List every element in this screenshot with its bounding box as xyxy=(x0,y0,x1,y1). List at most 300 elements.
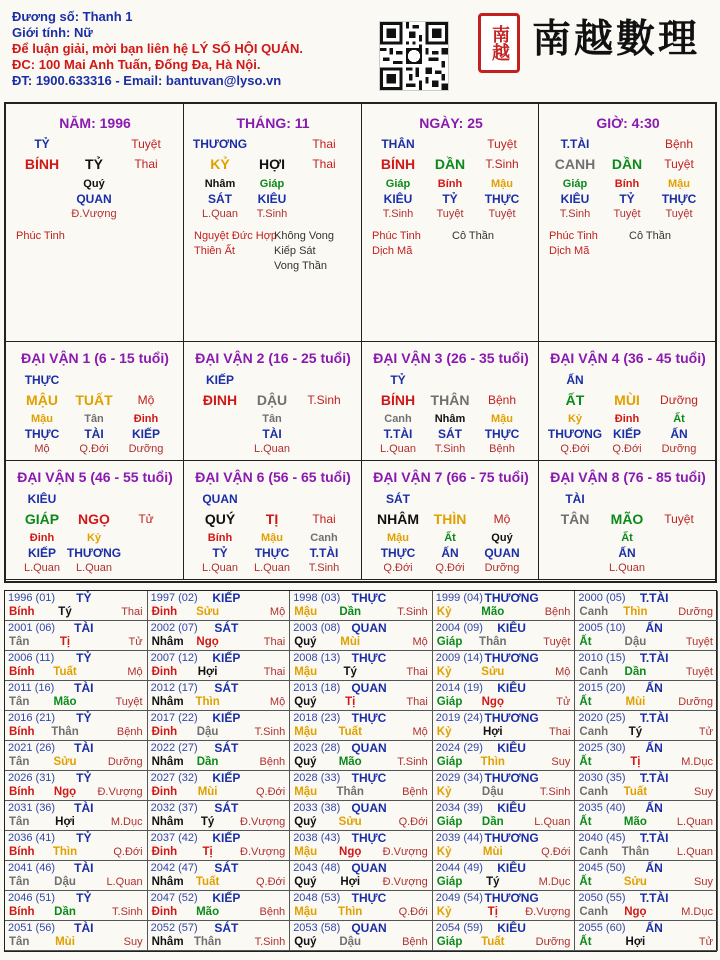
year-god: ẤN xyxy=(645,861,663,875)
dai-van-branch: THÌN xyxy=(433,511,467,527)
hidden-stem: Canh xyxy=(310,532,338,544)
hidden-stem: Quý xyxy=(491,532,513,544)
dai-van-cell[interactable] xyxy=(184,461,362,580)
year-god: QUAN xyxy=(351,741,387,755)
year-cell[interactable] xyxy=(433,801,576,831)
year-label: 1999 (04) xyxy=(435,592,483,604)
hidden-state: T.Sinh xyxy=(256,208,288,220)
owner-header xyxy=(12,9,303,89)
year-branch: Thân xyxy=(621,846,650,858)
year-branch: Sửu xyxy=(196,606,220,618)
dai-van-title: ĐẠI VẬN 4 (36 - 45 tuổi) xyxy=(550,350,706,366)
dai-van-cell[interactable] xyxy=(362,342,539,461)
year-branch: Tị xyxy=(59,636,71,648)
year-label: 2025 (30) xyxy=(578,742,626,754)
hidden-stem: Mậu xyxy=(668,178,690,190)
year-stem: Đinh xyxy=(151,786,178,798)
hidden-god: THỰC xyxy=(380,546,416,560)
year-label: 2053 (58) xyxy=(293,922,341,934)
hidden-god: THỰC xyxy=(484,427,520,441)
year-stem: Ất xyxy=(579,636,592,648)
year-label: 2026 (31) xyxy=(8,772,56,784)
year-branch: Mão xyxy=(338,756,362,768)
year-label: 2010 (15) xyxy=(578,652,626,664)
star-left: Phúc Tinh xyxy=(16,230,65,242)
year-state: Q.Đới xyxy=(255,876,286,888)
year-label: 2004 (09) xyxy=(435,622,483,634)
year-cell[interactable] xyxy=(148,621,291,651)
year-stem: Canh xyxy=(579,786,609,798)
pillar-top-god: THÂN xyxy=(381,137,415,151)
dai-van-cell[interactable] xyxy=(539,342,717,461)
year-cell[interactable] xyxy=(148,771,291,801)
year-cell[interactable] xyxy=(5,771,148,801)
hidden-god: SÁT xyxy=(208,192,232,206)
dai-van-title: ĐẠI VẬN 6 (56 - 65 tuổi) xyxy=(195,469,351,485)
year-cell[interactable] xyxy=(5,921,148,951)
dai-van-stem: QUÝ xyxy=(204,511,236,527)
year-god: ẤN xyxy=(645,681,663,695)
pillar-branch: TỶ xyxy=(85,156,103,172)
year-branch: Tý xyxy=(58,606,72,618)
year-cell[interactable] xyxy=(148,921,291,951)
year-cell[interactable] xyxy=(433,711,576,741)
pillar-stem: BÍNH xyxy=(380,156,416,172)
hidden-god: KIẾP xyxy=(612,427,642,441)
year-god: THỰC xyxy=(351,711,387,725)
year-cell[interactable] xyxy=(433,681,576,711)
year-stem: Nhâm xyxy=(151,936,184,948)
hidden-stem: Đinh xyxy=(133,413,159,425)
hidden-state: T.Sinh xyxy=(434,443,466,455)
year-state: Tử xyxy=(556,696,571,708)
year-stem: Ất xyxy=(579,876,592,888)
year-cell[interactable] xyxy=(575,711,718,741)
year-god: TỶ xyxy=(76,771,92,785)
year-cell[interactable] xyxy=(148,891,291,921)
hidden-god: KIÊU xyxy=(383,192,413,206)
dai-van-state: Thai xyxy=(312,512,336,526)
hidden-stem: Tân xyxy=(262,413,282,425)
year-cell[interactable] xyxy=(5,621,148,651)
year-cell[interactable] xyxy=(290,891,433,921)
year-god: ẤN xyxy=(645,741,663,755)
year-cell[interactable] xyxy=(148,591,291,621)
year-cell[interactable] xyxy=(290,621,433,651)
year-label: 2020 (25) xyxy=(578,712,626,724)
dai-van-god: QUAN xyxy=(202,492,238,506)
year-cell[interactable] xyxy=(148,741,291,771)
year-cell[interactable] xyxy=(5,681,148,711)
year-cell[interactable] xyxy=(5,801,148,831)
year-state: Dưỡng xyxy=(535,936,571,948)
hidden-god: THỰC xyxy=(254,546,290,560)
chart-grid xyxy=(4,102,717,583)
hidden-state: Đ.Vượng xyxy=(71,208,117,220)
year-god: KIÊU xyxy=(497,621,526,635)
year-god: SÁT xyxy=(214,741,239,755)
year-branch: Thân xyxy=(479,636,507,648)
hidden-god: ẤN xyxy=(618,546,636,560)
year-state: Bệnh xyxy=(544,606,571,618)
year-god: TÀI xyxy=(74,801,94,815)
year-god: THỰC xyxy=(351,831,387,845)
year-state: T.Sinh xyxy=(112,906,143,918)
year-stem: Kỷ xyxy=(436,846,452,858)
pillar-title: NĂM: 1996 xyxy=(59,115,131,131)
year-label: 2055 (60) xyxy=(578,922,626,934)
year-branch: Mùi xyxy=(55,936,75,948)
year-god: T.TÀI xyxy=(639,771,669,785)
year-cell[interactable] xyxy=(5,651,148,681)
dai-van-cell[interactable] xyxy=(6,461,184,580)
year-cell[interactable] xyxy=(290,711,433,741)
pillar-cell[interactable] xyxy=(184,104,362,342)
year-god: THƯƠNG xyxy=(484,831,539,845)
year-cell[interactable] xyxy=(290,861,433,891)
year-stem: Canh xyxy=(579,666,609,678)
year-cell[interactable] xyxy=(433,591,576,621)
year-state: Mộ xyxy=(269,606,286,618)
year-branch: Sửu xyxy=(338,816,362,828)
year-stem: Kỷ xyxy=(436,906,452,918)
hidden-god: TÀI xyxy=(84,427,104,441)
year-god: T.TÀI xyxy=(639,591,669,605)
year-branch: Sửu xyxy=(481,666,505,678)
year-stem: Bính xyxy=(9,786,35,798)
dai-van-branch: MÙI xyxy=(614,392,640,408)
year-cell[interactable] xyxy=(148,831,291,861)
year-branch: Ngọ xyxy=(624,906,647,918)
year-god: SÁT xyxy=(214,681,239,695)
year-god: T.TÀI xyxy=(639,831,669,845)
hidden-stem: Canh xyxy=(384,413,412,425)
year-god: KIẾP xyxy=(212,771,241,785)
hidden-god: ẤN xyxy=(670,427,688,441)
year-label: 2030 (35) xyxy=(578,772,626,784)
year-state: T.Sinh xyxy=(397,756,428,768)
year-label: 2009 (14) xyxy=(435,652,483,664)
year-cell[interactable] xyxy=(575,921,718,951)
year-cell[interactable] xyxy=(5,741,148,771)
year-cell[interactable] xyxy=(575,681,718,711)
year-label: 2040 (45) xyxy=(578,832,626,844)
qr-code-icon[interactable] xyxy=(379,21,449,91)
year-label: 2023 (28) xyxy=(293,742,341,754)
year-god: KIẾP xyxy=(212,651,241,665)
year-cell[interactable] xyxy=(433,621,576,651)
year-stem: Kỷ xyxy=(436,786,452,798)
year-stem: Quý xyxy=(294,756,317,768)
pillar-cell[interactable] xyxy=(6,104,184,342)
year-label: 2036 (41) xyxy=(8,832,56,844)
star-mid: Cô Thần xyxy=(629,230,671,242)
hidden-stem: Tân xyxy=(84,413,104,425)
dai-van-title: ĐẠI VẬN 5 (46 - 55 tuổi) xyxy=(17,469,173,485)
year-stem: Nhâm xyxy=(151,696,184,708)
year-label: 2048 (53) xyxy=(293,892,341,904)
hidden-god: SÁT xyxy=(438,427,462,441)
year-god: ẤN xyxy=(645,621,663,635)
year-branch: Dậu xyxy=(54,876,76,888)
year-cell[interactable] xyxy=(433,831,576,861)
year-god: THƯƠNG xyxy=(484,651,539,665)
year-cell[interactable] xyxy=(290,681,433,711)
year-cell[interactable] xyxy=(433,741,576,771)
year-cell[interactable] xyxy=(575,741,718,771)
dai-van-cell[interactable] xyxy=(539,461,717,580)
pillar-title: GIỜ: 4:30 xyxy=(596,115,660,131)
hidden-stem: Nhâm xyxy=(204,178,236,190)
dai-van-god: TÀI xyxy=(565,492,585,506)
hidden-state: Tuyệt xyxy=(613,208,641,220)
year-cell[interactable] xyxy=(5,891,148,921)
star-left: Thiên Ất xyxy=(194,245,235,257)
dai-van-branch: TỊ xyxy=(265,511,279,527)
year-stem: Mậu xyxy=(294,726,318,738)
year-god: T.TÀI xyxy=(639,651,669,665)
year-cell[interactable] xyxy=(575,621,718,651)
year-cell[interactable] xyxy=(575,891,718,921)
dai-van-branch: NGỌ xyxy=(78,511,110,527)
year-branch: Dần xyxy=(624,666,647,678)
year-god: THỰC xyxy=(351,591,387,605)
hidden-stem: Bính xyxy=(207,532,233,544)
year-cell[interactable] xyxy=(290,591,433,621)
year-branch: Tị xyxy=(487,906,498,918)
year-state: Dưỡng xyxy=(678,696,713,708)
hidden-god: THƯƠNG xyxy=(66,546,122,560)
year-state: Q.Đới xyxy=(398,906,428,918)
year-stem: Đinh xyxy=(151,846,178,858)
year-cell[interactable] xyxy=(575,651,718,681)
dai-van-state: Tuyệt xyxy=(664,512,694,526)
seal-text: 南越 xyxy=(489,25,510,61)
year-stem: Tân xyxy=(9,696,30,708)
year-state: Đ.Vượng xyxy=(382,846,428,858)
year-god: KIẾP xyxy=(212,711,241,725)
dai-van-stem: GIÁP xyxy=(24,511,60,527)
year-cell[interactable] xyxy=(575,801,718,831)
hidden-state: L.Quan xyxy=(201,208,239,220)
hidden-state: T.Sinh xyxy=(559,208,591,220)
year-branch: Ngọ xyxy=(53,786,77,798)
year-state: Suy xyxy=(694,786,713,798)
dai-van-god: KIÊU xyxy=(27,492,57,506)
year-stem: Nhâm xyxy=(151,816,184,828)
star-left: Phúc Tinh xyxy=(372,230,421,242)
year-stem: Giáp xyxy=(436,696,463,708)
hidden-stem: Giáp xyxy=(562,178,588,190)
year-stem: Nhâm xyxy=(151,756,184,768)
year-stem: Nhâm xyxy=(151,876,184,888)
year-branch: Dần xyxy=(54,906,76,918)
hidden-state: Q.Đới xyxy=(383,562,413,574)
year-cell[interactable] xyxy=(290,921,433,951)
year-cell[interactable] xyxy=(290,771,433,801)
dai-van-god: ẤN xyxy=(566,373,584,387)
dai-van-god: TỶ xyxy=(390,373,406,387)
year-label: 2005 (10) xyxy=(578,622,626,634)
year-cell[interactable] xyxy=(433,771,576,801)
year-cell[interactable] xyxy=(575,861,718,891)
year-branch: Tý xyxy=(486,876,500,888)
year-cell[interactable] xyxy=(290,801,433,831)
hidden-stem: Kỷ xyxy=(567,413,583,425)
year-stem: Đinh xyxy=(151,906,178,918)
dai-van-cell[interactable] xyxy=(6,342,184,461)
pillar-cell[interactable] xyxy=(362,104,539,342)
year-state: Bệnh xyxy=(402,786,428,798)
year-cell[interactable] xyxy=(575,771,718,801)
year-stem: Quý xyxy=(294,936,317,948)
year-label: 2027 (32) xyxy=(150,772,198,784)
year-label: 2034 (39) xyxy=(435,802,483,814)
year-cell[interactable] xyxy=(148,711,291,741)
contact-phone-email[interactable]: ĐT: 1900.633316 - Email: bantuvan@lyso.vn xyxy=(12,73,282,88)
year-branch: Mùi xyxy=(625,696,646,708)
year-cell[interactable] xyxy=(5,711,148,741)
hidden-state: Q.Đới xyxy=(79,443,109,455)
hidden-stem: Giáp xyxy=(385,178,411,190)
star-left: Dịch Mã xyxy=(549,245,590,257)
star-mid: Vong Thần xyxy=(274,260,328,272)
dai-van-god: THỰC xyxy=(24,373,60,387)
year-label: 2002 (07) xyxy=(150,622,198,634)
year-god: QUAN xyxy=(351,621,387,635)
year-label: 2007 (12) xyxy=(150,652,198,664)
year-god: KIÊU xyxy=(497,681,526,695)
year-cell[interactable] xyxy=(148,801,291,831)
year-branch: Mão xyxy=(481,606,505,618)
hidden-stem: Bính xyxy=(437,178,463,190)
hidden-god: THỰC xyxy=(661,192,697,206)
year-god: KIÊU xyxy=(497,801,526,815)
year-stem: Giáp xyxy=(436,636,463,648)
year-cell[interactable] xyxy=(148,681,291,711)
hidden-state: Tuyệt xyxy=(488,208,516,220)
year-stem: Đinh xyxy=(151,606,178,618)
year-state: T.Sinh xyxy=(254,726,286,738)
year-state: Bệnh xyxy=(259,756,286,768)
year-cell[interactable] xyxy=(148,651,291,681)
year-cell[interactable] xyxy=(290,651,433,681)
owner-gender: Giới tính: Nữ xyxy=(12,25,93,40)
dai-van-state: Mộ xyxy=(137,393,155,407)
dai-van-cell[interactable] xyxy=(362,461,539,580)
contact-invite: Để luận giải, mời bạn liên hệ LÝ SỐ HỘI QUÁN. xyxy=(12,41,303,56)
hidden-god: KIẾP xyxy=(27,546,57,560)
pillar-stem: CANH xyxy=(554,156,596,172)
year-cell[interactable] xyxy=(433,651,576,681)
year-cell[interactable] xyxy=(290,831,433,861)
year-god: TỶ xyxy=(76,711,92,725)
year-state: Q.Đới xyxy=(113,846,143,858)
year-branch: Dậu xyxy=(196,726,219,738)
year-cell[interactable] xyxy=(433,891,576,921)
year-stem: Bính xyxy=(9,666,35,678)
year-cell[interactable] xyxy=(148,861,291,891)
pillar-stem-state: Tuyệt xyxy=(664,157,694,171)
year-cell[interactable] xyxy=(290,741,433,771)
year-label: 2000 (05) xyxy=(578,592,626,604)
owner-name: Đương số: Thanh 1 xyxy=(12,9,133,24)
year-label: 2038 (43) xyxy=(293,832,341,844)
year-branch: Ngọ xyxy=(481,696,504,708)
year-god: TỶ xyxy=(76,651,92,665)
year-state: Dưỡng xyxy=(107,756,143,768)
year-god: SÁT xyxy=(214,621,239,635)
year-branch: Mùi xyxy=(197,786,218,798)
year-label: 2039 (44) xyxy=(435,832,483,844)
year-cell[interactable] xyxy=(575,831,718,861)
dai-van-stem: ĐINH xyxy=(202,392,238,408)
hidden-god: T.TÀI xyxy=(309,546,339,560)
year-stem: Kỷ xyxy=(436,726,452,738)
year-stem: Ất xyxy=(579,696,592,708)
year-state: Tuyệt xyxy=(685,636,713,648)
year-branch: Tý xyxy=(628,726,643,738)
dai-van-stem: TÂN xyxy=(560,511,590,527)
year-state: Suy xyxy=(123,936,143,948)
year-cell[interactable] xyxy=(5,861,148,891)
pillar-branch: HỢI xyxy=(259,156,285,172)
dai-van-stem: BÍNH xyxy=(380,392,416,408)
year-state: Mộ xyxy=(412,726,428,738)
year-cell[interactable] xyxy=(433,861,576,891)
hidden-state: Q.Đới xyxy=(435,562,465,574)
year-state: Đ.Vượng xyxy=(240,816,286,828)
hidden-stem: Mậu xyxy=(491,413,513,425)
year-cell[interactable] xyxy=(5,591,148,621)
year-cell[interactable] xyxy=(433,921,576,951)
year-branch: Tuất xyxy=(195,876,220,888)
year-label: 2049 (54) xyxy=(435,892,483,904)
year-cell[interactable] xyxy=(575,591,718,621)
yearly-grid xyxy=(4,590,717,952)
year-cell[interactable] xyxy=(5,831,148,861)
contact-address: ĐC: 100 Mai Anh Tuấn, Đống Đa, Hà Nội. xyxy=(12,57,261,72)
dai-van-branch: TUẤT xyxy=(75,392,113,408)
pillar-stem-state: Thai xyxy=(134,157,158,171)
year-branch: Mão xyxy=(53,696,77,708)
hidden-god: TỶ xyxy=(442,192,458,206)
year-state: T.Sinh xyxy=(539,786,571,798)
year-label: 2044 (49) xyxy=(435,862,483,874)
year-label: 2046 (51) xyxy=(8,892,56,904)
pillar-top-state: Tuyệt xyxy=(131,137,161,151)
year-stem: Bính xyxy=(9,606,35,618)
year-label: 2012 (17) xyxy=(150,682,198,694)
dai-van-state: Bệnh xyxy=(487,393,517,407)
hidden-stem: Bính xyxy=(614,178,640,190)
year-stem: Bính xyxy=(9,726,35,738)
star-mid: Không Vong xyxy=(274,230,334,242)
pillar-cell[interactable] xyxy=(539,104,717,342)
dai-van-stem: MẬU xyxy=(26,392,58,408)
hidden-god: QUAN xyxy=(76,192,112,206)
dai-van-state: Mộ xyxy=(493,512,511,526)
year-branch: Ngọ xyxy=(339,846,362,858)
hidden-god: TỶ xyxy=(619,192,635,206)
year-label: 2051 (56) xyxy=(8,922,56,934)
year-branch: Thìn xyxy=(338,906,363,918)
year-god: KIẾP xyxy=(212,831,241,845)
pillar-top-state: Tuyệt xyxy=(487,137,517,151)
year-branch: Sửu xyxy=(623,876,647,888)
year-stem: Nhâm xyxy=(151,636,184,648)
dai-van-cell[interactable] xyxy=(184,342,362,461)
